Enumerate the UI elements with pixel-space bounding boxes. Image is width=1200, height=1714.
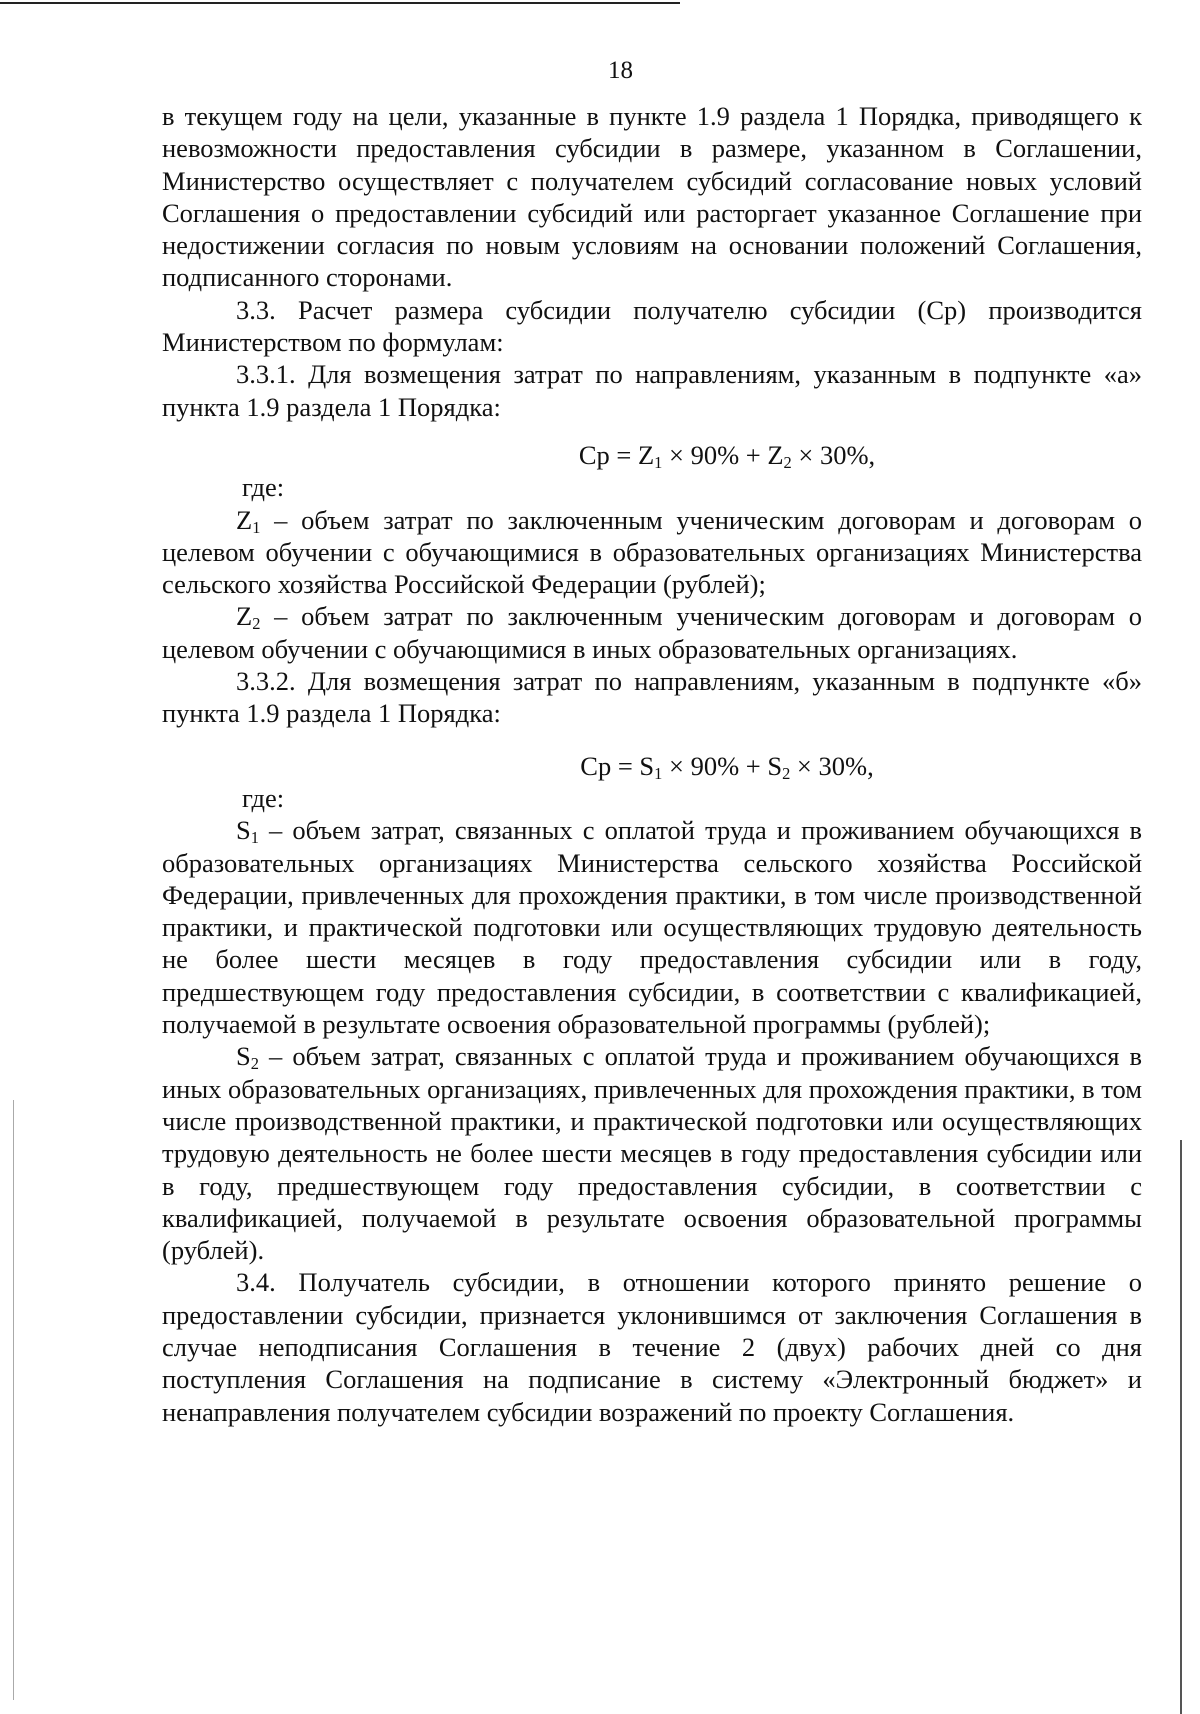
formula-z-sub2: 2 xyxy=(783,453,792,473)
definition-s1 xyxy=(162,814,1142,1040)
s1-symbol: S xyxy=(236,815,251,846)
formula-s-sub2: 2 xyxy=(782,763,791,783)
formula-s-sub1: 1 xyxy=(654,763,663,783)
formula-s-rhs: × 30%, xyxy=(790,750,874,781)
scan-edge-left xyxy=(13,1100,14,1700)
z2-subscript: 2 xyxy=(252,614,261,634)
formula-z-rhs: × 30%, xyxy=(791,439,876,470)
s2-text: – объем затрат, связанных с оплатой труда и проживанием обучающихся в иных образовательных организациях, привлеченных для прохождения практики, в том числе производственной практики, и практической подготовки или осуществляющих трудовую деятельность не более шести месяцев в году предоставления субсидии или в году, предшествующем году предоставления субсидии, в соответствии с квалификацией, получаемой в результате освоения образовательной программы (рублей). xyxy=(162,1041,1142,1266)
z1-subscript: 1 xyxy=(252,517,261,537)
formula-s xyxy=(162,750,1142,782)
paragraph-3-4: 3.4. Получатель субсидии, в отношении которого принято решение о предоставлении субсидии, признается уклонившимся от заключения Соглашения в случае неподписания Соглашения в течение 2 (двух) рабочих дней со дня поступления Соглашения на подписание в систему «Электронный бюджет» и ненаправления получателем субсидии возражений по проекту Соглашения. xyxy=(162,1267,1142,1427)
paragraph-3-3: 3.3. Расчет размера субсидии получателю субсидии (Ср) производится Министерством по формулам: xyxy=(162,294,1142,358)
s1-text: – объем затрат, связанных с оплатой труда и проживанием обучающихся в образовательных организациях Министерства сельского хозяйства Российской Федерации, привлеченных для прохождения практики, в том числе производственной практики, и практической подготовки или осуществляющих трудовую деятельность не более шести месяцев в году предоставления субсидии или в году, предшествующем году предоставления субсидии, в соответствии с квалификацией, получаемой в результате освоения образовательной программы (рублей); xyxy=(162,815,1142,1040)
z2-symbol: Z xyxy=(236,601,253,632)
scan-edge-right xyxy=(1180,1140,1182,1714)
formula-s-lhs: Ср = S xyxy=(580,750,655,781)
paragraph-3-3-1: 3.3.1. Для возмещения затрат по направлениям, указанным в подпункте «а» пункта 1.9 раздела 1 Порядка: xyxy=(162,359,1142,422)
document-body xyxy=(162,100,1142,1428)
z2-text: – объем затрат по заключенным ученическим договорам и договорам о целевом обучении с обучающимися в иных образовательных организациях. xyxy=(162,601,1142,664)
paragraph-3-3-2: 3.3.2. Для возмещения затрат по направлениям, указанным в подпункте «б» пункта 1.9 раздела 1 Порядка: xyxy=(162,666,1142,729)
scan-edge-top xyxy=(0,2,680,4)
z1-text: – объем затрат по заключенным ученическим договорам и договорам о целевом обучении с обучающимися в образовательных организациях Министерства сельского хозяйства Российской Федерации (рублей); xyxy=(162,504,1142,600)
formula-z-sub1: 1 xyxy=(654,453,663,473)
definition-z2 xyxy=(162,600,1142,665)
s2-subscript: 2 xyxy=(250,1054,259,1074)
page-number: 18 xyxy=(608,57,633,84)
paragraph-continuation: в текущем году на цели, указанные в пункте 1.9 раздела 1 Порядка, приводящего к невозможности предоставления субсидии в размере, указанном в Соглашении, Министерство осуществляет с получателем субсидий согласование новых условий Соглашения о предоставлении субсидий или расторгает указанное Соглашение при недостижении согласия по новым условиям на основании положений Соглашения, подписанного сторонами. xyxy=(162,101,1142,293)
definition-z1 xyxy=(162,504,1142,601)
s2-symbol: S xyxy=(236,1041,251,1072)
formula-s-mid: × 90% + S xyxy=(662,750,783,781)
where-label-2: где: xyxy=(242,782,285,813)
formula-z-lhs: Ср = Z xyxy=(578,439,655,470)
z1-symbol: Z xyxy=(236,504,253,535)
where-label-1: где: xyxy=(242,472,285,503)
s1-subscript: 1 xyxy=(250,828,259,848)
definition-s2 xyxy=(162,1040,1142,1266)
formula-z-mid: × 90% + Z xyxy=(662,439,784,470)
formula-z xyxy=(162,439,1142,471)
